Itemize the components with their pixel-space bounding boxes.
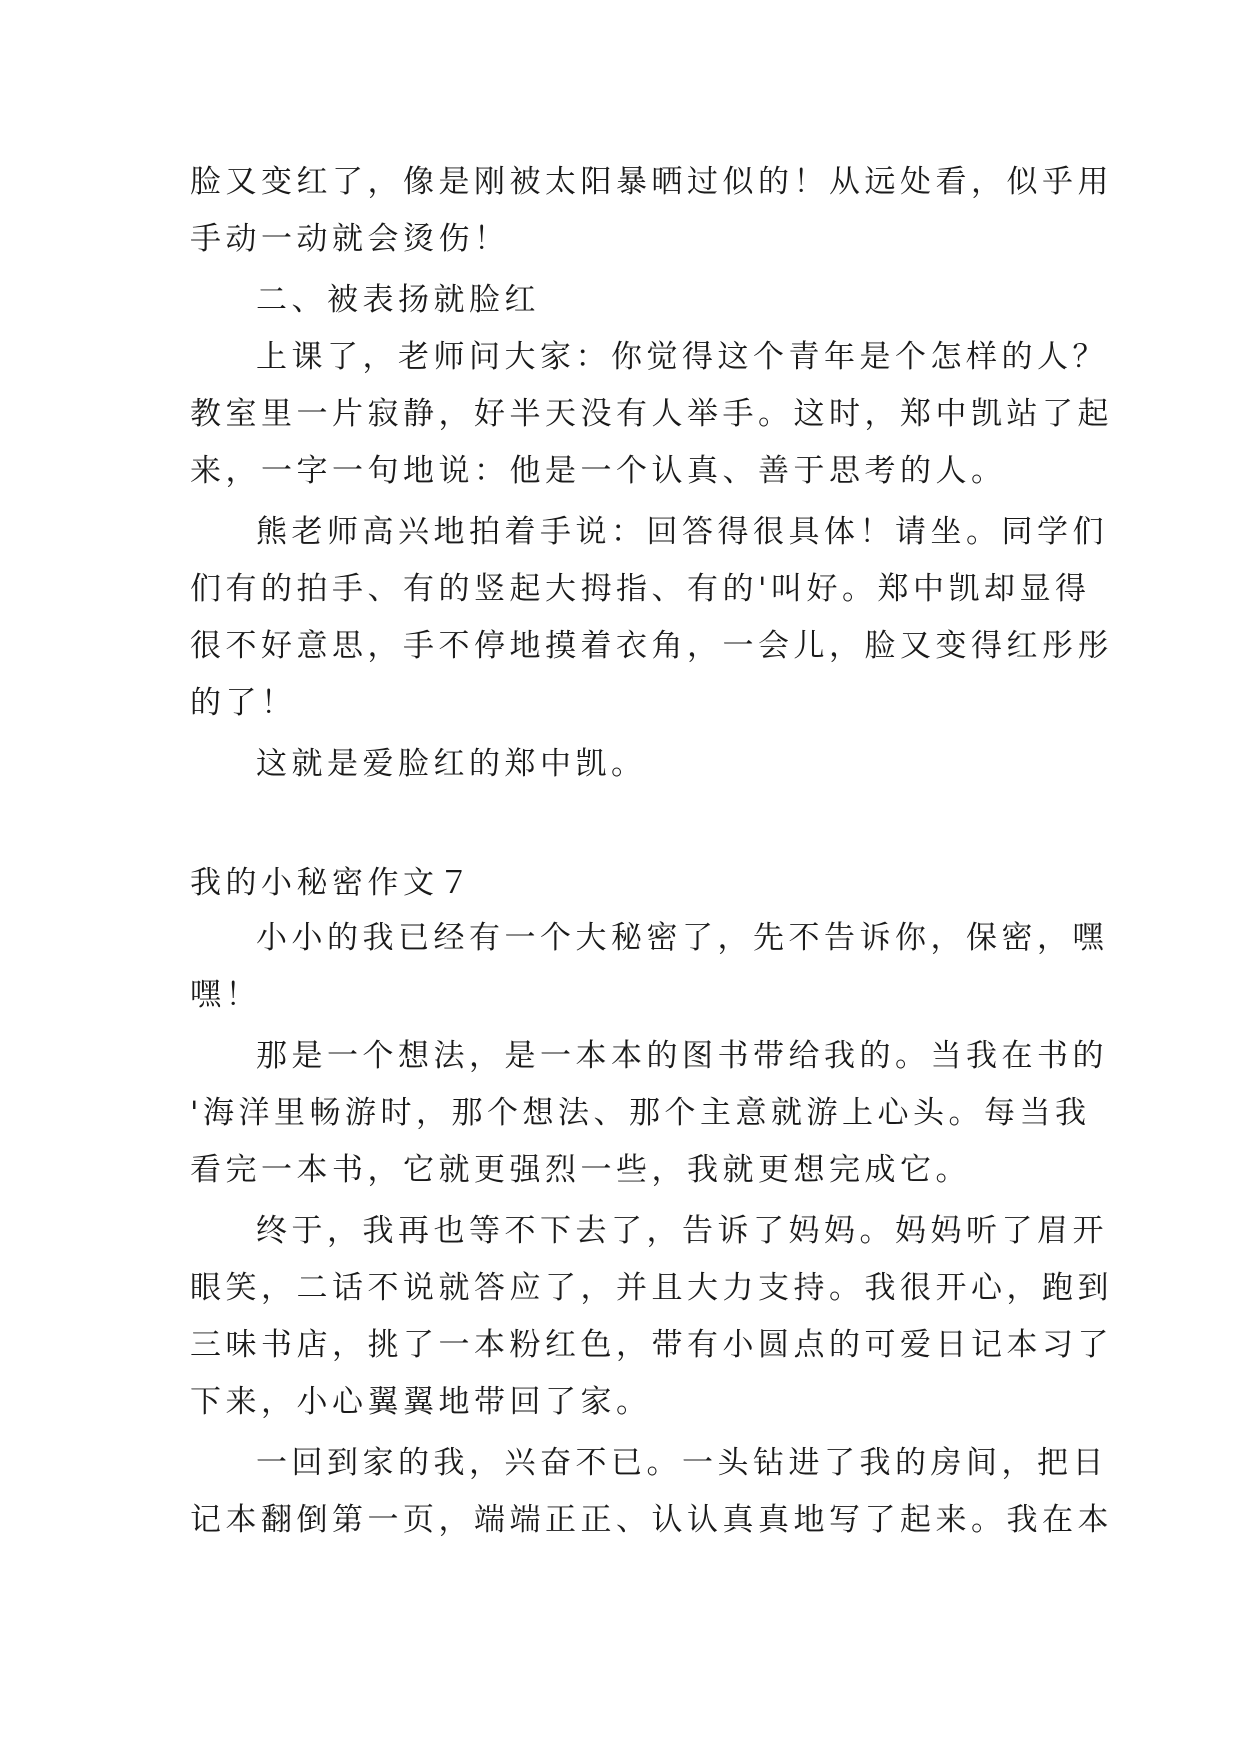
paragraph-line: 手动一动就会烫伤！ bbox=[190, 221, 510, 257]
paragraph-line: 来，一字一句地说：他是一个认真、善于思考的人。 bbox=[190, 453, 1007, 489]
paragraph-line: 小小的我已经有一个大秘密了，先不告诉你，保密，嘿 bbox=[256, 920, 1108, 956]
essay-title: 我的小秘密作文７ bbox=[190, 865, 474, 901]
paragraph-line: 这就是爱脸红的郑中凯。 bbox=[256, 746, 647, 782]
paragraph-line: 终于，我再也等不下去了，告诉了妈妈。妈妈听了眉开 bbox=[256, 1213, 1108, 1249]
paragraph-line: 的了！ bbox=[190, 685, 297, 721]
section-heading: 二、被表扬就脸红 bbox=[256, 282, 540, 318]
paragraph-line: 一回到家的我，兴奋不已。一头钻进了我的房间，把日 bbox=[256, 1445, 1108, 1481]
paragraph-line: 看完一本书，它就更强烈一些，我就更想完成它。 bbox=[190, 1152, 971, 1188]
paragraph-line: 们有的拍手、有的竖起大拇指、有的'叫好。郑中凯却显得 bbox=[190, 571, 1091, 607]
paragraph-line: 那是一个想法，是一本本的图书带给我的。当我在书的 bbox=[256, 1038, 1108, 1074]
paragraph-line: 嘿！ bbox=[190, 977, 261, 1013]
paragraph-line: 眼笑，二话不说就答应了，并且大力支持。我很开心，跑到 bbox=[190, 1270, 1113, 1306]
paragraph-line: 熊老师高兴地拍着手说：回答得很具体！请坐。同学们 bbox=[256, 514, 1108, 550]
paragraph-line: 下来，小心翼翼地带回了家。 bbox=[190, 1384, 652, 1420]
paragraph-line: 上课了，老师问大家：你觉得这个青年是个怎样的人？ bbox=[256, 339, 1108, 375]
paragraph-line: 三味书店，挑了一本粉红色，带有小圆点的可爱日记本习了 bbox=[190, 1327, 1113, 1363]
paragraph-line: 记本翻倒第一页，端端正正、认认真真地写了起来。我在本 bbox=[190, 1502, 1113, 1538]
paragraph-line: '海洋里畅游时，那个想法、那个主意就游上心头。每当我 bbox=[190, 1095, 1091, 1131]
paragraph-line: 很不好意思，手不停地摸着衣角，一会儿，脸又变得红彤彤 bbox=[190, 628, 1113, 664]
paragraph-line: 教室里一片寂静，好半天没有人举手。这时，郑中凯站了起 bbox=[190, 396, 1113, 432]
paragraph-line: 脸又变红了，像是刚被太阳暴晒过似的！从远处看，似乎用 bbox=[190, 164, 1113, 200]
